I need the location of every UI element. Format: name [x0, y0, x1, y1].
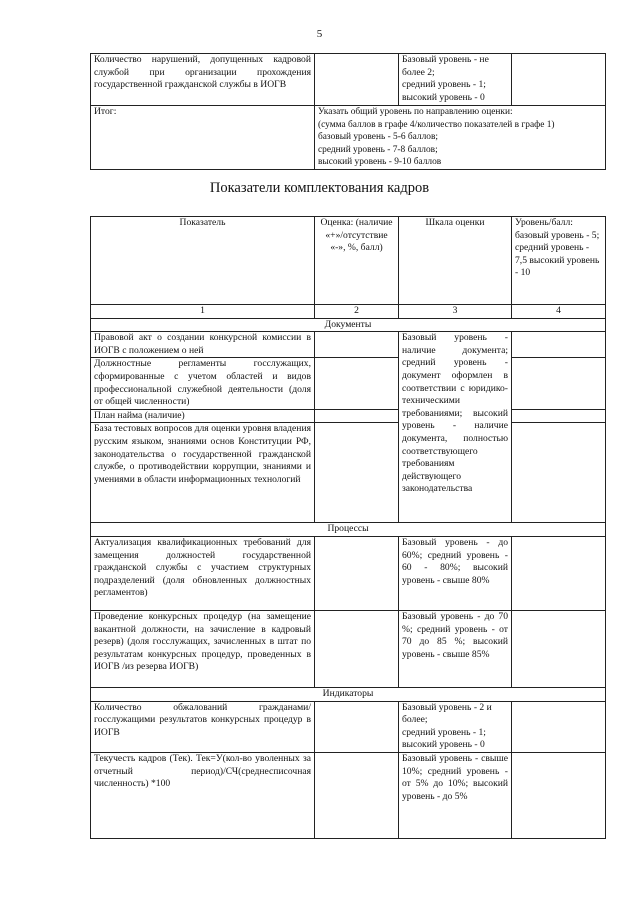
process-scale: Базовый уровень - до 60%; средний уровень - 60 - 80%; высокий уровень - свыше 80% [399, 536, 512, 610]
col-number: 2 [315, 305, 399, 319]
rating-cell [315, 332, 399, 358]
page-number: 5 [316, 28, 323, 40]
level-cell [512, 423, 606, 523]
indicator-row-appeals: Количество обжалований гражданами/госслужащими результатов конкурсных процедур в ИОГВ [91, 701, 315, 752]
indicator-scale [399, 701, 512, 752]
section-title: Показатели комплектования кадров [209, 180, 430, 196]
rating-cell [315, 752, 399, 838]
level-cell [512, 332, 606, 358]
scale-line: Базовый уровень - не более 2; [402, 54, 489, 78]
col-number: 4 [512, 305, 606, 319]
col-number: 3 [399, 305, 512, 319]
section-documents: Документы [91, 318, 606, 332]
staffing-table [90, 216, 606, 839]
doc-row-hiring-plan: План найма (наличие) [91, 409, 315, 423]
scale-line: средний уровень - 1; [402, 79, 486, 91]
col-number: 1 [91, 305, 315, 319]
level-cell [512, 358, 606, 409]
total-line: средний уровень - 7-8 баллов; [318, 144, 438, 155]
scale-line: высокий уровень - 0 [402, 91, 485, 103]
total-text [315, 106, 606, 170]
indicator-row-turnover: Текучесть кадров (Тек). Тек=У(кол-во уволенных за отчетный период)/СЧ(среднесписочная численность) *100 [91, 752, 315, 838]
level-cell [512, 701, 606, 752]
process-scale: Базовый уровень - до 70 %; средний уровень - от 70 до 85 %; высокий уровень - свыше 85% [399, 610, 512, 687]
total-line: базовый уровень - 5-6 баллов; [318, 132, 438, 143]
indicator-scale: Базовый уровень - свыше 10%; средний уровень - от 5% до 10%; высокий уровень - до 5% [399, 752, 512, 838]
scale-line: средний уровень - 1; [402, 726, 486, 738]
rating-cell [315, 610, 399, 687]
documents-scale: Базовый уровень - наличие документа; средний уровень - документ оформлен в соответствии с юридико-техническими требованиями; высокий уровень - наличие документа, полностью соответствующего требованиям действующего законодательства [399, 332, 512, 523]
level-cell [512, 610, 606, 687]
level-cell [512, 752, 606, 838]
rating-cell [315, 701, 399, 752]
header-scale: Шкала оценки [399, 217, 512, 305]
scale-line: высокий уровень - 0 [402, 739, 485, 751]
section-indicators: Индикаторы [91, 687, 606, 701]
total-line: (сумма баллов в графе 4/количество показателей в графе 1) [318, 119, 555, 130]
header-rating: Оценка: (наличие «+»/отсутствие «-», %, балл) [315, 217, 399, 305]
level-cell [512, 536, 606, 610]
rating-cell [315, 536, 399, 610]
total-label: Итог: [91, 106, 315, 170]
top-table [90, 53, 606, 170]
rating-cell [315, 423, 399, 523]
doc-row-test-base: База тестовых вопросов для оценки уровня владения русским языком, знаниями основ Конституции РФ, законодательства о государственной гражданской службе, о противодействии коррупции, знаниями и умениями в области информационных технологий [91, 423, 315, 523]
total-line: высокий уровень - 9-10 баллов [318, 157, 442, 168]
doc-row-regulations: Должностные регламенты госслужащих, сформированные с учетом областей и видов профессиональной служебной деятельности (доля от общей численности) [91, 358, 315, 409]
scale-line: Базовый уровень - 2 и более; [402, 701, 492, 726]
violations-level-cell [512, 54, 606, 106]
header-indicator: Показатель [91, 217, 315, 305]
level-cell [512, 409, 606, 423]
doc-row-legal-act: Правовой акт о создании конкурсной комиссии в ИОГВ с положением о ней [91, 332, 315, 358]
section-processes: Процессы [91, 523, 606, 537]
process-row-competitions: Проведение конкурсных процедур (на замещение вакантной должности, на зачисление в кадровый резерв) (доля госслужащих, зачисленных в штат по результатам конкурсных процедур, проведенных в ИОГВ /из резерва ИОГВ) [91, 610, 315, 687]
violations-rating-cell [315, 54, 399, 106]
process-row-qualification: Актуализация квалификационных требований для замещения должностей государственной гражданской службы с участием структурных подразделений (доля обновленных должностных регламентов) [91, 536, 315, 610]
rating-cell [315, 409, 399, 423]
total-line: Указать общий уровень по направлению оценки: [318, 107, 513, 117]
header-level: Уровень/балл: базовый уровень - 5; средний уровень - 7,5 высокий уровень - 10 [512, 217, 606, 305]
rating-cell [315, 358, 399, 409]
violations-indicator: Количество нарушений, допущенных кадровой службой при организации прохождения государственной гражданской службы в ИОГВ [91, 54, 315, 106]
violations-scale [399, 54, 512, 106]
